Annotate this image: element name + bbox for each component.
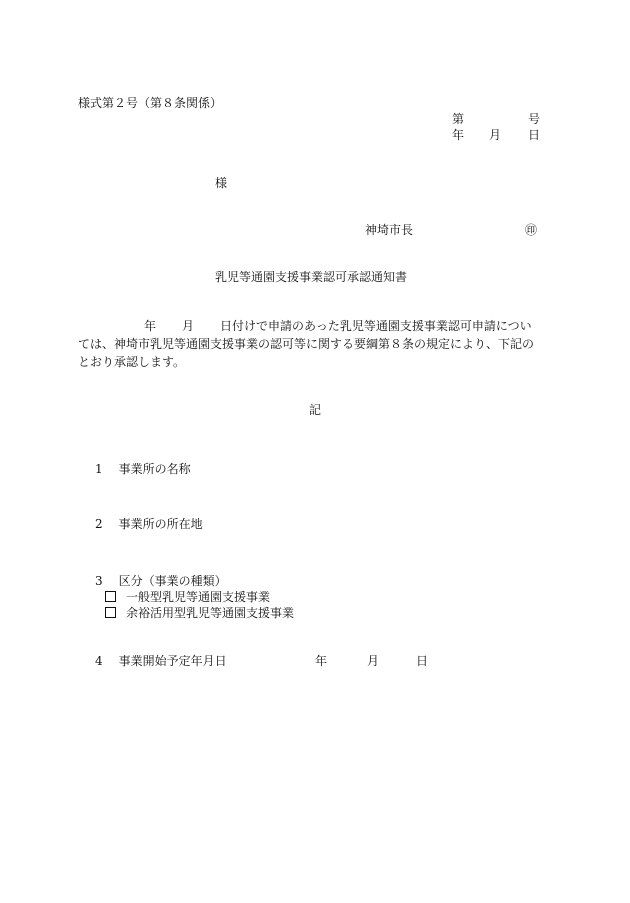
- start-date-day: 日: [416, 654, 429, 668]
- item-4-number: 4: [95, 654, 103, 668]
- issuer-title: 神埼市長: [365, 223, 414, 237]
- item-1-label: 事業所の名称: [118, 462, 191, 476]
- body-year: 年: [144, 319, 157, 333]
- document-number-suffix: 号: [528, 112, 541, 126]
- option-surplus: [105, 605, 294, 621]
- issue-date-day: 日: [528, 128, 541, 142]
- seal-mark: ㊞: [525, 223, 538, 237]
- document-title: 乳児等通園支援事業認可承認通知書: [215, 270, 408, 284]
- issue-date-year: 年: [452, 128, 465, 142]
- item-1: [95, 461, 191, 477]
- option-general-label: 一般型乳児等通園支援事業: [126, 590, 271, 604]
- start-date-year: 年: [315, 654, 328, 668]
- item-3-number: 3: [95, 574, 103, 588]
- checkbox-surplus[interactable]: [105, 607, 116, 618]
- body-line-1: [78, 317, 554, 335]
- body-line-3: とおり承認します。: [78, 355, 186, 369]
- body-month: 月: [182, 319, 195, 333]
- item-4-label: 事業開始予定年月日: [118, 654, 227, 668]
- checkbox-general[interactable]: [105, 591, 116, 602]
- ki-heading: 記: [309, 403, 322, 417]
- item-3-label: 区分（事業の種類）: [118, 574, 227, 588]
- issue-date-month: 月: [489, 128, 502, 142]
- document-number-prefix: 第: [452, 112, 465, 126]
- body-paragraph: [78, 317, 554, 371]
- body-line-2: ては、神埼市乳児等通園支援事業の認可等に関する要綱第８条の規定により、下記の: [78, 337, 535, 351]
- item-3: [95, 573, 227, 589]
- option-general: [105, 589, 270, 605]
- start-date-month: 月: [367, 654, 380, 668]
- item-2-number: 2: [95, 517, 103, 531]
- item-2: [95, 516, 203, 532]
- form-number-label: 様式第２号（第８条関係）: [78, 96, 223, 110]
- option-surplus-label: 余裕活用型乳児等通園支援事業: [126, 606, 295, 620]
- item-2-label: 事業所の所在地: [118, 517, 203, 531]
- body-line-1-text: 日付けで申請のあった乳児等通園支援事業認可申請につい: [220, 319, 532, 333]
- addressee-honorific: 様: [215, 176, 228, 190]
- item-4: [95, 653, 227, 669]
- item-1-number: 1: [95, 462, 103, 476]
